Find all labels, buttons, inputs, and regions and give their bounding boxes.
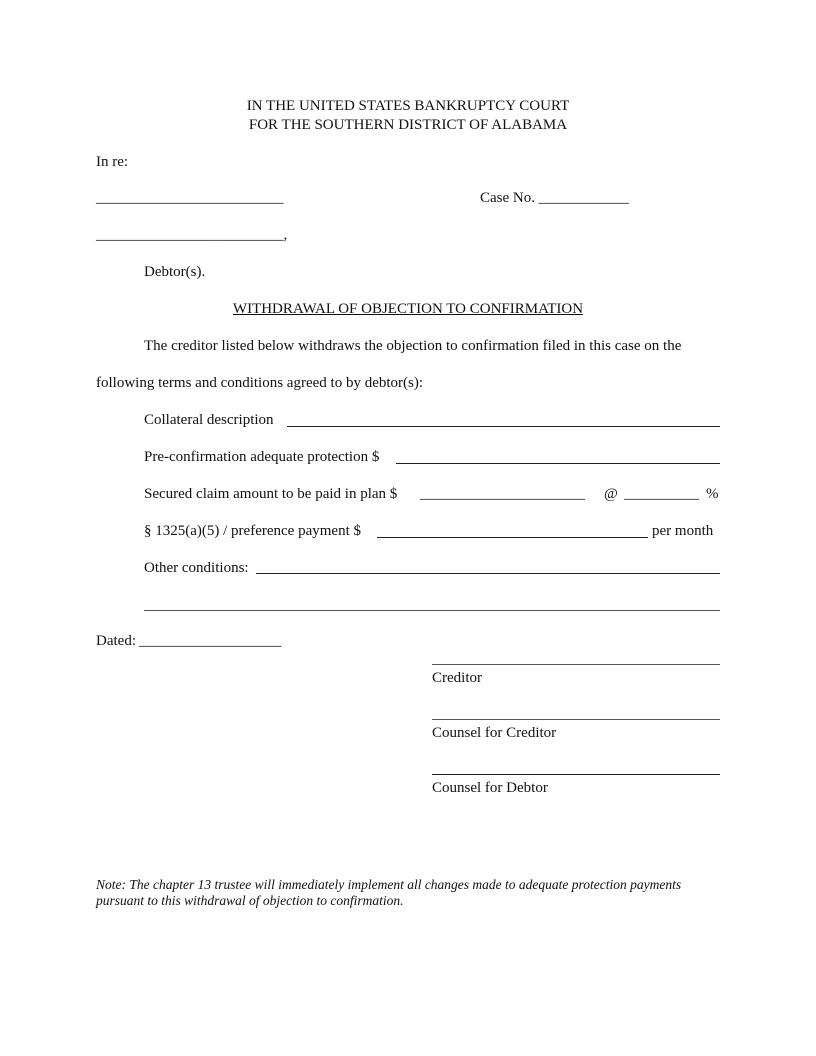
creditor-signature-line[interactable] [432,664,720,665]
collateral-label: Collateral description [144,412,274,428]
court-name-line2: FOR THE SOUTHERN DISTRICT OF ALABAMA [248,117,568,133]
preference-payment-input[interactable] [377,537,648,538]
collateral-input[interactable] [287,426,720,427]
other-conditions-label: Other conditions: [144,560,249,576]
creditor-label: Creditor [432,670,482,686]
preference-payment-label: § 1325(a)(5) / preference payment $ [144,523,361,539]
per-month-label: per month [652,523,714,539]
secured-claim-label: Secured claim amount to be paid in plan $ [144,486,398,502]
counsel-creditor-label: Counsel for Creditor [432,725,557,741]
interest-rate-input[interactable]: __________ [624,486,699,502]
preconfirmation-label: Pre-confirmation adequate protection $ [144,449,380,465]
in-re-label: In re: [96,154,129,170]
counsel-debtor-label: Counsel for Debtor [432,780,548,796]
dated-input[interactable]: ___________________ [139,633,282,649]
other-conditions-input-line2[interactable] [144,610,720,611]
trustee-note: Note: The chapter 13 trustee will immediately implement all changes made to adequate protection payments pursuant to this withdrawal of objection to confirmation. [96,877,682,908]
debtor-name-blank-1[interactable]: _________________________ [96,190,284,206]
document-title: WITHDRAWAL OF OBJECTION TO CONFIRMATION [232,301,584,317]
preconfirmation-amount-input[interactable] [396,463,720,464]
secured-claim-amount-input[interactable]: ______________________ [420,486,585,502]
dated-label: Dated: [96,633,136,649]
debtors-label: Debtor(s). [144,264,206,280]
counsel-debtor-signature-line[interactable] [432,774,720,775]
case-number-field[interactable]: Case No. ____________ [480,190,629,206]
intro-text-line1: The creditor listed below withdraws the objection to confirmation filed in this case on the [144,338,682,354]
court-name-line1: IN THE UNITED STATES BANKRUPTCY COURT [246,98,570,114]
other-conditions-input-line1[interactable] [256,573,720,574]
percent-sign: % [706,486,719,502]
intro-text-line2: following terms and conditions agreed to by debtor(s): [96,375,424,391]
at-sign: @ [604,486,618,502]
counsel-creditor-signature-line[interactable] [432,719,720,720]
debtor-name-blank-2[interactable]: _________________________, [96,227,288,243]
